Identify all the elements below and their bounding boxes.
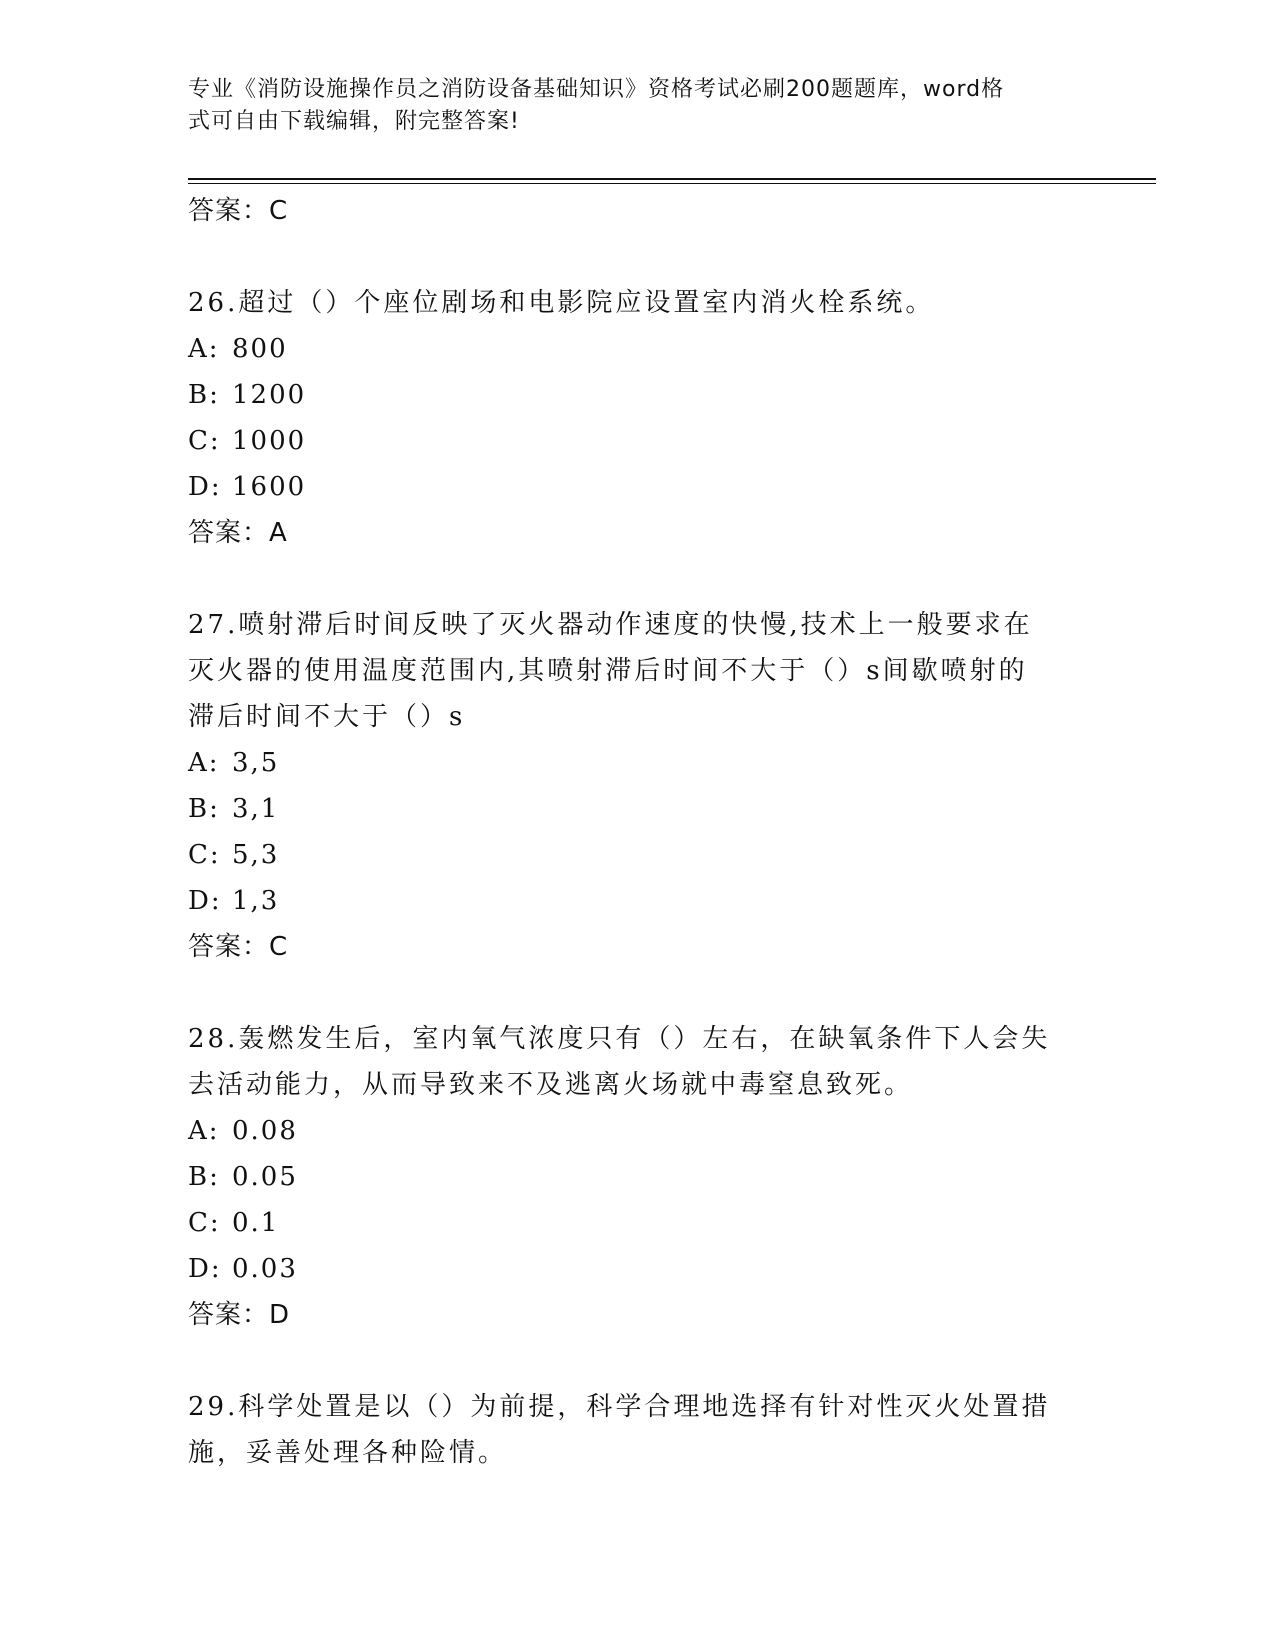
question-26-option-d: [188, 464, 1088, 510]
question-27-answer: 答案：C: [188, 932, 289, 962]
option-value: 1200: [232, 380, 307, 410]
option-label: B:: [188, 1162, 220, 1192]
header-line-1: 专业《消防设施操作员之消防设备基础知识》资格考试必刷200题题库，word格: [188, 77, 1005, 102]
document-header: [188, 74, 1068, 138]
option-label: C:: [188, 840, 221, 870]
answer-prev-question: 答案：C: [188, 196, 289, 226]
option-label: A:: [188, 748, 220, 778]
question-28-option-a: [188, 1108, 1088, 1154]
spacer: [188, 556, 1088, 602]
option-label: C:: [188, 426, 221, 456]
question-list: [188, 188, 1088, 1476]
question-29: [188, 1384, 1088, 1476]
option-value: 0.08: [232, 1116, 298, 1146]
spacer: [188, 970, 1088, 1016]
question-28-option-d: [188, 1246, 1088, 1292]
spacer: [188, 1338, 1088, 1384]
option-value: 800: [232, 334, 288, 364]
option-value: 3,1: [232, 794, 280, 824]
option-label: C:: [188, 1208, 221, 1238]
option-label: D:: [188, 472, 222, 502]
question-26-text: 26.超过（）个座位剧场和电影院应设置室内消火栓系统。: [188, 288, 935, 318]
option-value: 1000: [232, 426, 307, 456]
question-26-option-b: [188, 372, 1088, 418]
option-value: 0.1: [232, 1208, 280, 1238]
question-26-option-c: [188, 418, 1088, 464]
option-label: B:: [188, 380, 220, 410]
question-27: [188, 602, 1088, 970]
question-26-option-a: [188, 326, 1088, 372]
question-27-text: 27.喷射滞后时间反映了灭火器动作速度的快慢,技术上一般要求在灭火器的使用温度范围内,其喷射滞后时间不大于（）s间歇喷射的滞后时间不大于（）s: [188, 610, 1033, 732]
question-28: [188, 1016, 1088, 1338]
option-label: A:: [188, 1116, 220, 1146]
question-26-answer: 答案：A: [188, 518, 288, 548]
question-28-answer: 答案：D: [188, 1300, 291, 1330]
question-28-option-b: [188, 1154, 1088, 1200]
option-value: 0.05: [232, 1162, 298, 1192]
header-line-2: 式可自由下载编辑，附完整答案!: [188, 109, 520, 134]
question-27-option-c: [188, 832, 1088, 878]
question-26: [188, 280, 1088, 556]
spacer: [188, 234, 1088, 280]
question-28-text: 28.轰燃发生后，室内氧气浓度只有（）左右，在缺氧条件下人会失去活动能力，从而导致来不及逃离火场就中毒窒息致死。: [188, 1024, 1051, 1100]
question-27-option-b: [188, 786, 1088, 832]
question-27-option-a: [188, 740, 1088, 786]
option-label: D:: [188, 886, 222, 916]
header-divider-thick: [188, 178, 1156, 180]
option-value: 3,5: [232, 748, 280, 778]
header-divider-thin: [188, 183, 1156, 184]
option-label: B:: [188, 794, 220, 824]
option-label: D:: [188, 1254, 222, 1284]
question-27-option-d: [188, 878, 1088, 924]
option-value: 1600: [232, 472, 307, 502]
option-label: A:: [188, 334, 220, 364]
question-29-text: 29.科学处置是以（）为前提，科学合理地选择有针对性灭火处置措施，妥善处理各种险情。: [188, 1392, 1051, 1468]
option-value: 0.03: [232, 1254, 298, 1284]
option-value: 1,3: [232, 886, 280, 916]
option-value: 5,3: [232, 840, 280, 870]
question-28-option-c: [188, 1200, 1088, 1246]
